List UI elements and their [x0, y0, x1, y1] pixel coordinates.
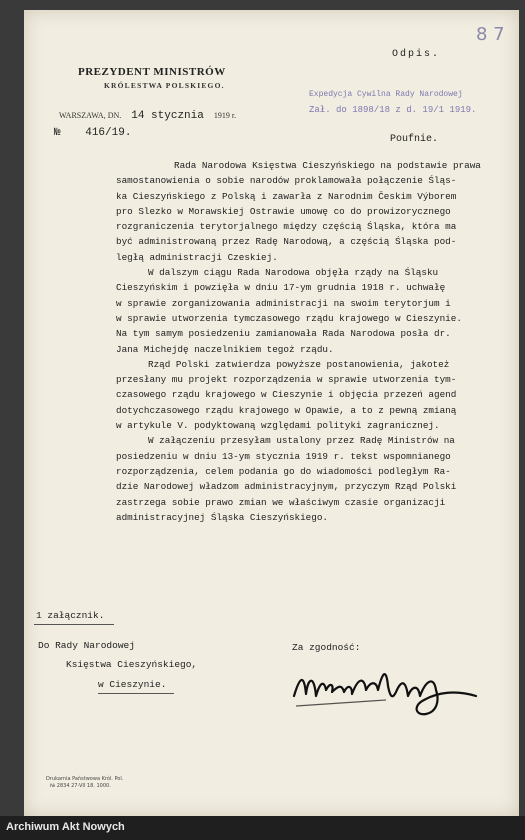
date-year: 1919 r. [213, 111, 237, 120]
body-line: w sprawie utworzenia tymczasowego rządu krajowego w Cieszynie. [116, 312, 462, 324]
letterhead-subtitle: KRÓLESTWA POLSKIEGO. [104, 81, 225, 90]
letterhead-title: PREZYDENT MINISTRÓW [78, 66, 226, 78]
body-line: Jana Michejdę naczelnikiem tegoż rządu. [116, 343, 334, 355]
certification-label: Za zgodność: [292, 642, 361, 653]
body-line: ległą administracji Czeskiej. [116, 251, 278, 263]
body-line: W dalszym ciągu Rada Narodowa objęła rządy na Śląsku [148, 267, 439, 279]
body-line: w artykule V. podyktowaną względami polityki zagranicznej. [116, 420, 440, 432]
enclosure-note: 1 załącznik. [36, 610, 105, 621]
archive-footer-bar [0, 816, 525, 840]
letter-body [116, 158, 511, 525]
body-line: Na tym samym posiedzeniu zamianowała Rada Narodowa posła dr. [116, 328, 451, 340]
handwritten-signature [286, 656, 486, 726]
archive-label: Archiwum Akt Nowych [6, 821, 125, 833]
enclosure-underline [34, 624, 114, 625]
body-line: administracyjnej Śląska Cieszyńskiego. [116, 511, 329, 523]
document-number [54, 127, 131, 139]
body-line: Cieszyńskim i powzięła w dniu 17-ym grudnia 1918 r. uchwałę [116, 282, 446, 294]
recipient-line-3: w Cieszynie. [98, 679, 167, 690]
date-day-month: 14 stycznia [131, 110, 204, 122]
body-line: zastrzega sobie prawo zmian we właściwym czasie organizacji [116, 496, 446, 508]
copy-label: Odpis. [392, 49, 441, 60]
body-line: czasowego rządu krajowego w Cieszynie i objęcia przezeń agend [116, 389, 457, 401]
paper-sheet [24, 10, 519, 816]
registry-stamp-line2: Zał. do 1898/18 z d. 19/1 1919. [309, 105, 477, 115]
date-line [59, 110, 236, 122]
number-value: 416/19. [85, 127, 132, 139]
body-line: rozporządzenia, celem podania go do wiadomości podległym Ra- [116, 465, 451, 477]
confidential-label: Poufnie. [390, 134, 439, 145]
body-line: przesłany mu projekt rozporządzenia w sprawie utworzenia tym- [116, 374, 457, 386]
body-line: Rada Narodowa Księstwa Cieszyńskiego na podstawie prawa [174, 160, 481, 171]
body-line: dotychczasowego rządu krajowego w Opawie, a to z pewną zmianą [116, 404, 457, 416]
body-line: w sprawie zorganizowania administracji na swoim terytorjum i [116, 297, 451, 309]
body-line: pro Slezko w Morawskiej Ostrawie umowę co do prowizorycznego [116, 205, 451, 217]
recipient-line-2: Księstwa Cieszyńskiego, [66, 659, 198, 670]
body-line: Rząd Polski zatwierdza powyższe postanowienia, jakoteż [148, 358, 450, 370]
date-prefix: WARSZAWA, DN. [59, 111, 122, 120]
body-line: W załączeniu przesyłam ustalony przez Radę Ministrów na [148, 435, 455, 447]
registry-stamp-line1: Expedycja Cywilna Rady Narodowej [309, 90, 463, 99]
body-line: samostanowienia o sobie narodów proklamowała połączenie Śląs- [116, 175, 457, 187]
body-line: ka Cieszyńskiego z Polską i zawarła z Narodnim Českim Výborem [116, 190, 457, 202]
recipient-line-1: Do Rady Narodowej [38, 640, 135, 651]
printer-imprint-line2: № 2834 27-VII 18. 1000. [50, 783, 111, 789]
printer-imprint-line1: Drukarnia Państwowa Król. Pol. [46, 776, 124, 782]
number-label: № [54, 127, 61, 139]
body-line: dzie Narodowej władzom administracyjnym, przyczym Rząd Polski [116, 481, 457, 493]
body-line: posiedzeniu w dniu 13-ym stycznia 1919 r. tekst wspomnianego [116, 450, 451, 462]
recipient-underline [98, 693, 174, 694]
corner-page-number: 8 7 [476, 24, 505, 45]
body-line: rozgraniczenia terytorjalnego między częścią Śląska, która ma [116, 221, 457, 233]
body-line: być administrowaną przez Radę Narodową, a częścią Śląska pod- [116, 236, 457, 248]
